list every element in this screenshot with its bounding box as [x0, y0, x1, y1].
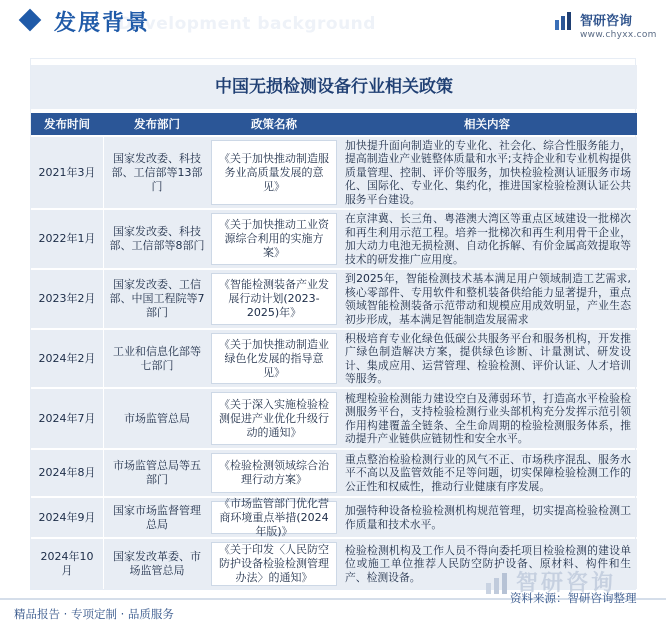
header-content: 相关内容 — [464, 117, 510, 131]
row-content: 到2025年，智能检测技术基本满足用户领域制造工艺需求,核心零部件、专用软件和整机装备供给能力显著提升，重点领域智能检测装备示范带动和规模应用成效明显，产业生态初步形成，基本满足智能制造发展需求 — [345, 272, 631, 326]
row-content: 检验检测机构及工作人员不得向委托项目检验检测的建设单位或施工单位推荐人民防空防护设备、原材料、构件和生产、检测设备。 — [345, 543, 631, 584]
table-row — [31, 210, 637, 268]
table-row — [31, 450, 637, 496]
watermark-logo-icon — [484, 571, 512, 595]
row-content: 加快提升面向制造业的专业化、社会化、综合性服务能力，提高制造业产业链整体质量和水平;支持企业和专业机构提供质量管理、控制、评价等服务，加快检验检测认证服务市场化、国际化、专业化、集约化，推进国家检验检测认证公共服务平台建设。 — [345, 138, 631, 206]
title-shadow-text: Development background — [118, 14, 376, 34]
table-row — [31, 330, 637, 387]
table-title: 中国无损检测设备行业相关政策 — [31, 65, 637, 109]
table-header — [31, 113, 637, 135]
row-dept: 国家发改委、科技部、工信部等13部门 — [111, 151, 203, 193]
table-row — [31, 498, 637, 537]
row-date: 2024年9月 — [38, 510, 96, 524]
row-policy: 《关于深入实施检验检测促进产业优化升级行动的通知》 — [211, 392, 337, 445]
header-policy: 政策名称 — [251, 117, 297, 131]
page-header — [0, 0, 666, 48]
row-date: 2024年2月 — [38, 351, 96, 365]
row-dept: 市场监管总局等五部门 — [113, 459, 201, 486]
row-dept: 市场监管总局 — [124, 411, 190, 425]
row-date: 2023年2月 — [38, 292, 96, 305]
table-row — [31, 137, 637, 208]
logo-url: www.chyxx.com — [580, 30, 657, 40]
row-policy: 《关于加快推动制造业绿色化发展的指导意见》 — [211, 333, 337, 384]
footer-source: 资料来源：智研咨询整理 — [510, 591, 637, 605]
row-dept: 国家发改革委、市场监管总局 — [113, 550, 201, 577]
table-row — [31, 389, 637, 448]
row-date: 2021年3月 — [38, 165, 96, 179]
table-row — [31, 270, 637, 328]
diamond-icon — [19, 9, 42, 32]
page-title: 发展背景 — [54, 11, 151, 36]
row-policy: 《市场监管部门优化营商环境重点举措(2024年版)》 — [211, 501, 337, 534]
policy-table-panel — [30, 58, 636, 590]
row-policy: 《关于加快推动制造服务业高质量发展的意见》 — [211, 140, 337, 205]
row-date: 2024年10月 — [40, 550, 94, 577]
row-date: 2022年1月 — [38, 232, 96, 245]
footer-tagline: 精品报告 · 专项定制 · 品质服务 — [14, 607, 174, 621]
watermark-text: 智研咨询 — [516, 571, 617, 596]
row-content: 积极培育专业化绿色低碳公共服务平台和服务机构，开发推广绿色制造解决方案，提供绿色诊断、计量测试、研发设计、集成应用、运营管理、检验检测、评价认证、人才培训等服务。 — [345, 331, 631, 385]
logo-icon — [554, 11, 574, 31]
header-dept: 发布部门 — [134, 117, 180, 131]
row-policy: 《关于印发〈人民防空防护设备检验检测管理办法〉的通知》 — [211, 542, 337, 586]
row-content: 加强特种设备检验检测机构规范管理，切实提高检验检测工作质量和技术水平。 — [345, 504, 631, 531]
row-policy: 《检验检测领域综合治理行动方案》 — [211, 453, 337, 493]
row-content: 重点整治检验检测行业的风气不正、市场秩序混乱、服务水平不高以及监管效能不足等问题，切实保障检验检测工作的公正性和权威性，推动行业健康有序发展。 — [345, 452, 631, 493]
row-policy: 《关于加快推动工业资源综合利用的实施方案》 — [211, 213, 337, 265]
row-content: 在京津冀、长三角、粤港澳大湾区等重点区域建设一批梯次和再生利用示范工程。培养一批梯次和再生利用骨干企业，加大动力电池无损检测、自动化拆解、有价金属高效提取等技术的研发推广应用度。 — [345, 212, 631, 266]
row-dept: 国家市场监督管理总局 — [113, 503, 201, 531]
row-content: 梳理检验检测能力建设空白及薄弱环节，打造高水平检验检测服务平台，支持检验检测行业头部机构充分发挥示范引领作用构建覆盖全链条、全生命周期的检验检测服务体系，推动提升产业链供应链韧性和安全水平。 — [345, 391, 631, 445]
logo-name: 智研咨询 — [580, 14, 633, 29]
row-dept: 工业和信息化部等七部门 — [113, 344, 201, 372]
row-date: 2024年8月 — [38, 466, 96, 479]
header-date: 发布时间 — [44, 117, 90, 131]
row-dept: 国家发改委、科技部、工信部等8部门 — [109, 225, 205, 252]
row-dept: 国家发改委、工信部、中国工程院等7部门 — [109, 278, 205, 319]
row-policy: 《智能检测装备产业发展行动计划(2023-2025)年》 — [211, 273, 337, 325]
row-date: 2024年7月 — [38, 411, 96, 425]
